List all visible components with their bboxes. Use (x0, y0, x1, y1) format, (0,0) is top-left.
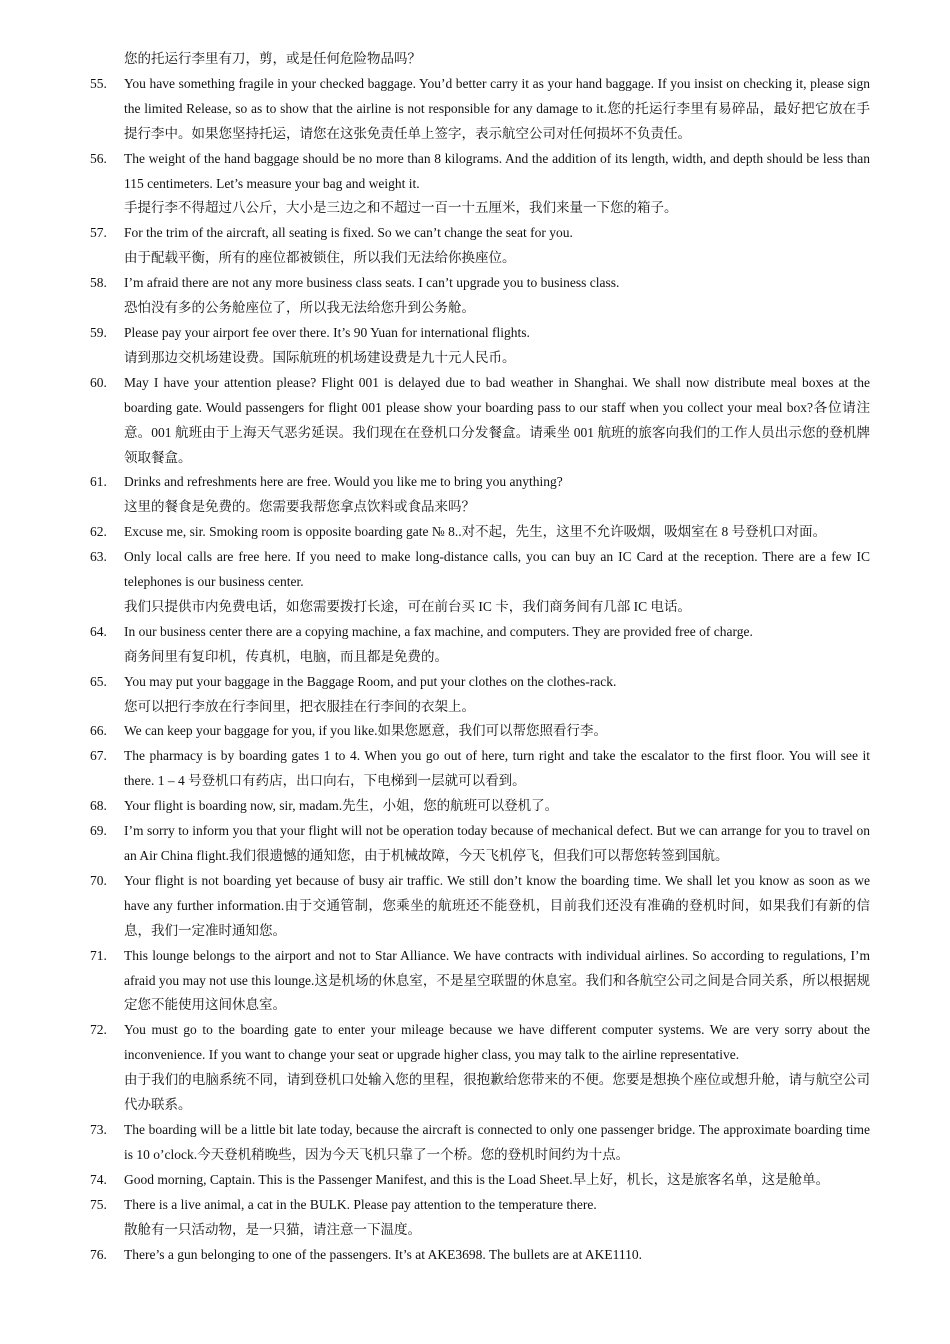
item-text (124, 719, 870, 744)
list-item (90, 620, 870, 670)
list-item (90, 744, 870, 794)
item-number: 73. (90, 1121, 107, 1137)
item-text (124, 72, 870, 147)
item-text (124, 470, 870, 520)
continuation-line: 您的托运行李里有刀，剪，或是任何危险物品吗？ (124, 51, 421, 66)
item-line: May I have your attention please? Flight 001 is delayed due to bad weather in Shanghai. We shall now distribute meal boxes at the boarding gate. Would passengers for flight 001 please show your boarding pass to our staff when you collect your meal box?各位请注意。001 航班由于上海天气恶劣延误。我们现在在登机口分发餐盒。请乘坐 001 航班的旅客向我们的工作人员出示您的登机牌领取餐盒。 (124, 374, 870, 465)
list-item (90, 1168, 870, 1193)
list-item (90, 72, 870, 147)
item-line: There’s a gun belonging to one of the passengers. It’s at AKE3698. The bullets are at AKE1110. (124, 1246, 643, 1262)
item-number: 76. (90, 1246, 107, 1262)
item-text (124, 271, 870, 321)
item-line: Good morning, Captain. This is the Passenger Manifest, and this is the Load Sheet.早上好，机长，这是旅客名单，这是舱单。 (124, 1171, 830, 1187)
item-number: 68. (90, 798, 107, 814)
item-line: Please pay your airport fee over there. It’s 90 Yuan for international flights. (124, 324, 530, 340)
item-number: 55. (90, 75, 107, 91)
item-line: For the trim of the aircraft, all seating is fixed. So we can’t change the seat for you. (124, 225, 573, 241)
item-text (124, 1018, 870, 1118)
phrase-list (90, 72, 870, 1268)
item-number: 71. (90, 947, 107, 963)
item-number: 74. (90, 1171, 107, 1187)
item-text (124, 147, 870, 222)
item-number: 75. (90, 1196, 107, 1212)
item-number: 69. (90, 823, 107, 839)
list-item (90, 321, 870, 371)
item-line: I’m afraid there are not any more business class seats. I can’t upgrade you to business class. (124, 275, 620, 291)
item-line: There is a live animal, a cat in the BULK. Please pay attention to the temperature there. (124, 1196, 597, 1212)
item-line: 由于配载平衡，所有的座位都被锁住，所以我们无法给你换座位。 (124, 250, 516, 266)
list-item (90, 1193, 870, 1243)
list-item (90, 1018, 870, 1118)
list-item (90, 819, 870, 869)
item-number: 72. (90, 1022, 107, 1038)
item-line: 由于我们的电脑系统不同，请到登机口处输入您的里程，很抱歉给您带来的不便。您要是想换个座位或想升舱，请与航空公司代办联系。 (124, 1072, 870, 1113)
item-line: The pharmacy is by boarding gates 1 to 4. When you go out of here, turn right and take the escalator to the first floor. You will see it there. 1 – 4 号登机口有药店，出口向右，下电梯到一层就可以看到。 (124, 748, 870, 789)
item-text (124, 869, 870, 944)
item-text (124, 1243, 870, 1268)
item-text (124, 819, 870, 869)
item-number: 61. (90, 474, 107, 490)
item-text (124, 1193, 870, 1243)
item-line: This lounge belongs to the airport and not to Star Alliance. We have contracts with individual airlines. So according to regulations, I’m afraid you may not use this lounge.这是机场的休息室，不是星空联盟的休息室。我们和各航空公司之间是合同关系，所以根据规定您不能使用这间休息室。 (124, 947, 870, 1013)
item-text (124, 744, 870, 794)
item-line: Excuse me, sir. Smoking room is opposite boarding gate № 8..对不起，先生，这里不允许吸烟，吸烟室在 8 号登机口对面。 (124, 524, 827, 540)
list-item (90, 670, 870, 720)
item-number: 65. (90, 673, 107, 689)
item-line: Drinks and refreshments here are free. Would you like me to bring you anything? (124, 474, 563, 490)
list-item (90, 470, 870, 520)
item-line: The boarding will be a little bit late today, because the aircraft is connected to only one passenger bridge. The approximate boarding time is 10 o’clock.今天登机稍晚些，因为今天飞机只靠了一个桥。您的登机时间约为十点。 (124, 1121, 870, 1162)
item-number: 60. (90, 374, 107, 390)
item-text (124, 620, 870, 670)
item-number: 57. (90, 225, 107, 241)
item-number: 67. (90, 748, 107, 764)
item-line: In our business center there are a copying machine, a fax machine, and computers. They are provided free of charge. (124, 623, 753, 639)
item-line: You have something fragile in your checked baggage. You’d better carry it as your hand baggage. If you insist on checking it, please sign the limited Release, so as to show that the airline is not responsible for any damage to it.您的托运行李里有易碎品，最好把它放在手提行李中。如果您坚持托运，请您在这张免责任单上签字，表示航空公司对任何损坏不负责任。 (124, 75, 870, 141)
item-line: I’m sorry to inform you that your flight will not be operation today because of mechanical defect. But we can arrange for you to travel on an Air China flight.我们很遗憾的通知您，由于机械故障，今天飞机停飞，但我们可以帮您转签到国航。 (124, 823, 870, 863)
list-item (90, 545, 870, 620)
item-line: Only local calls are free here. If you need to make long-distance calls, you can buy an IC Card at the reception. There are a few IC telephones is our business center. (124, 549, 870, 590)
item-number: 59. (90, 324, 107, 340)
list-item (90, 520, 870, 545)
item-number: 64. (90, 623, 107, 639)
list-item (90, 271, 870, 321)
item-number: 56. (90, 150, 107, 166)
item-text (124, 520, 870, 545)
item-number: 66. (90, 723, 107, 739)
item-text (124, 1118, 870, 1168)
item-number: 63. (90, 549, 107, 565)
list-item (90, 1243, 870, 1268)
item-line: 商务间里有复印机，传真机，电脑，而且都是免费的。 (124, 648, 448, 664)
item-line: You must go to the boarding gate to enter your mileage because we have different computer systems. We are very sorry about the inconvenience. If you want to change your seat or upgrade higher class, you may talk to the airline representative. (124, 1022, 870, 1063)
item-line: The weight of the hand baggage should be no more than 8 kilograms. And the addition of its length, width, and depth should be less than 115 centimeters. Let’s measure your bag and weight it. (124, 150, 870, 191)
item-number: 58. (90, 275, 107, 291)
item-line: We can keep your baggage for you, if you like.如果您愿意，我们可以帮您照看行李。 (124, 723, 607, 739)
list-item (90, 371, 870, 471)
list-item (90, 794, 870, 819)
list-item (90, 944, 870, 1019)
list-item (90, 147, 870, 222)
item-line: 您可以把行李放在行李间里，把衣服挂在行李间的衣架上。 (124, 698, 475, 714)
item-line: 恐怕没有多的公务舱座位了，所以我无法给您升到公务舱。 (124, 300, 475, 316)
item-line: 请到那边交机场建设费。国际航班的机场建设费是九十元人民币。 (124, 349, 516, 365)
item-line: 这里的餐食是免费的。您需要我帮您拿点饮料或食品来吗？ (124, 499, 475, 515)
item-text (124, 545, 870, 620)
item-text (124, 371, 870, 471)
item-text (124, 321, 870, 371)
list-item (90, 869, 870, 944)
item-text (124, 670, 870, 720)
item-text (124, 944, 870, 1019)
item-line: 手提行李不得超过八公斤，大小是三边之和不超过一百一十五厘米，我们来量一下您的箱子。 (124, 200, 678, 216)
item-line: Your flight is not boarding yet because of busy air traffic. We still don’t know the boarding time. We shall let you know as soon as we have any further information.由于交通管制，您乘坐的航班还不能登机，目前我们还没有准确的登机时间，如果我们有新的信息，我们一定准时通知您。 (124, 872, 870, 938)
item-line: 散舱有一只活动物，是一只猫，请注意一下温度。 (124, 1221, 421, 1237)
list-item (90, 1118, 870, 1168)
item-line: 我们只提供市内免费电话，如您需要拨打长途，可在前台买 IC 卡，我们商务间有几部 IC 电话。 (124, 598, 691, 614)
item-line: You may put your baggage in the Baggage Room, and put your clothes on the clothes-rack. (124, 673, 617, 689)
list-item (90, 719, 870, 744)
item-number: 62. (90, 524, 107, 540)
item-number: 70. (90, 872, 107, 888)
item-text (124, 794, 870, 819)
item-line: Your flight is boarding now, sir, madam.先生，小姐，您的航班可以登机了。 (124, 798, 559, 814)
item-text (124, 221, 870, 271)
item-text (124, 1168, 870, 1193)
list-item (90, 221, 870, 271)
